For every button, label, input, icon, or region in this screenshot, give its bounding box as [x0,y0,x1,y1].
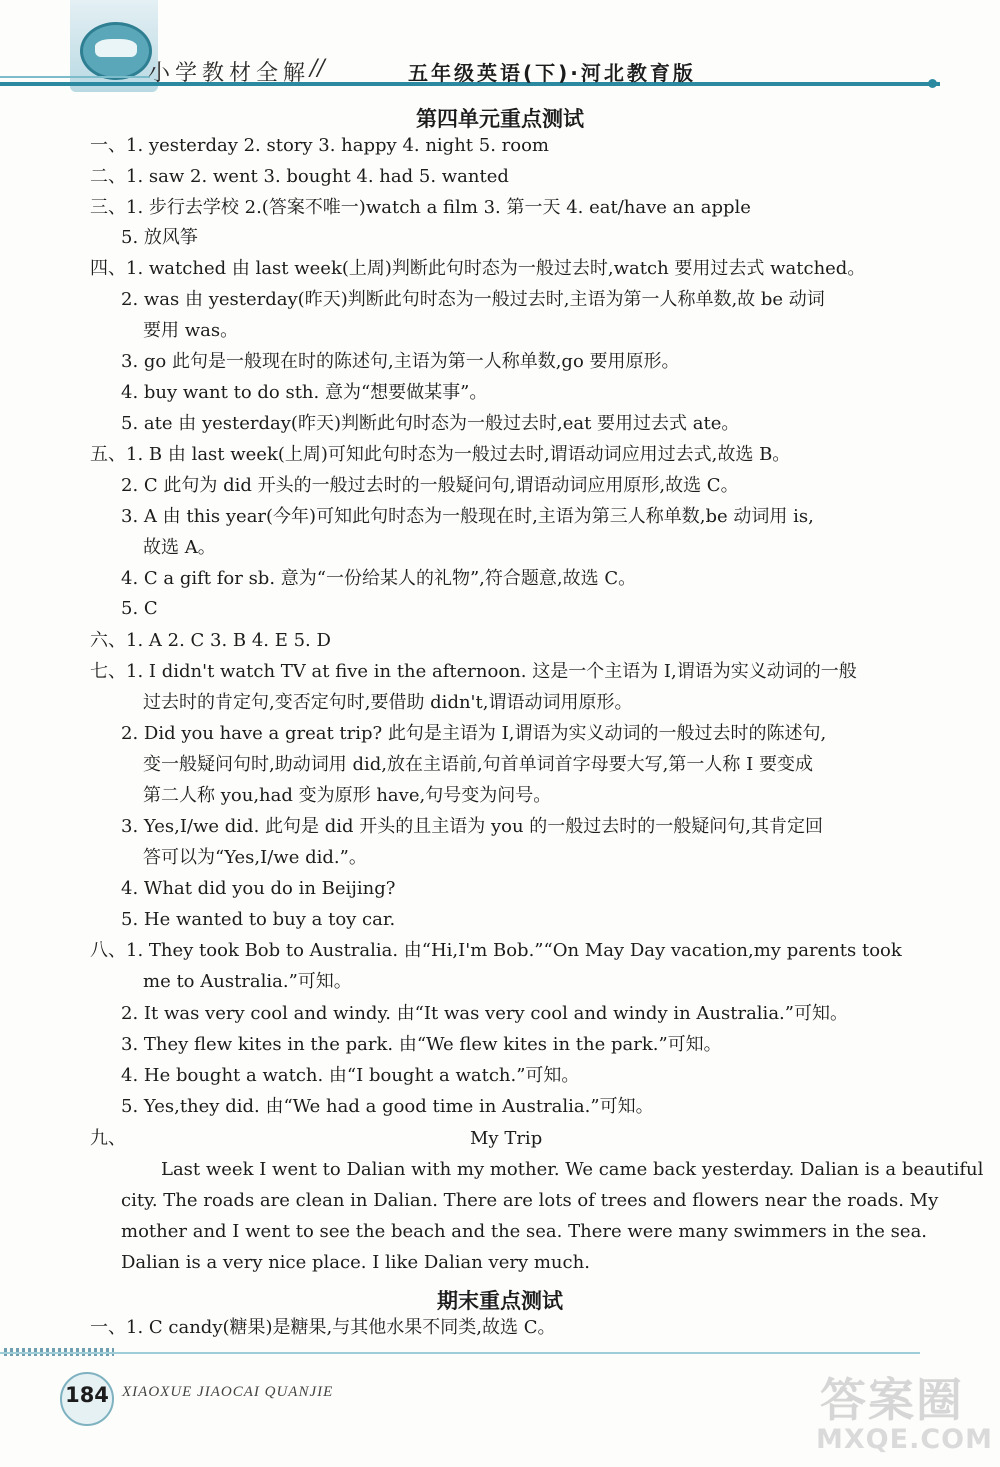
answer-line: 四、1. watched 由 last week(上周)判断此句时态为一般过去时,watch 要用过去式 watched。 [90,258,866,279]
answer-line: 3. go 此句是一般现在时的陈述句,主语为第一人称单数,go 要用原形。 [121,351,680,372]
answer-line: 2. It was very cool and windy. 由“It was very cool and windy in Australia.”可知。 [121,1003,848,1024]
answer-line: 5. 放风筝 [121,227,198,248]
answer-line: 三、1. 步行去学校 2.(答案不唯一)watch a film 3. 第一天 4. eat/have an apple [90,197,751,218]
footer-rule [0,1352,920,1354]
answer-line: 一、1. yesterday 2. story 3. happy 4. night 5. room [90,135,549,156]
watermark-logo: 答案圈 [820,1373,964,1427]
essay-line: mother and I went to see the beach and the sea. There were many swimmers in the sea. [121,1221,928,1242]
answer-line: 变一般疑问句时,助动词用 did,放在主语前,句首单词首字母要大写,第一人称 I 要变成 [143,754,813,775]
answer-line: 4. What did you do in Beijing? [121,878,396,899]
answer-line: 2. was 由 yesterday(昨天)判断此句时态为一般过去时,主语为第一人称单数,故 be 动词 [121,289,825,310]
answer-line: 第二人称 you,had 变为原形 have,句号变为问号。 [143,785,552,806]
answer-line: 二、1. saw 2. went 3. bought 4. had 5. wanted [90,166,509,187]
essay-line: city. The roads are clean in Dalian. There are lots of trees and flowers near the roads. My [121,1190,939,1211]
header-accent-line [0,76,150,78]
series-slash: // [310,56,325,81]
header-rule-dot [928,79,937,88]
answer-line: 五、1. B 由 last week(上周)可知此句时态为一般过去时,谓语动词应用过去式,故选 B。 [90,444,791,465]
answer-line: 过去时的肯定句,变否定句时,要借助 didn't,谓语动词用原形。 [143,692,633,713]
answer-line: 5. He wanted to buy a toy car. [121,909,396,930]
section-title-final: 期末重点测试 [437,1289,563,1313]
answer-line: 5. C [121,598,158,619]
answer-line: 3. Yes,I/we did. 此句是 did 开头的且主语为 you 的一般过去时的一般疑问句,其肯定回 [121,816,824,837]
essay-line: Dalian is a very nice place. I like Dalian very much. [121,1252,590,1273]
series-name: 小学教材全解 [148,61,311,86]
answer-line: 4. buy want to do sth. 意为“想要做某事”。 [121,382,488,403]
section-title-unit4: 第四单元重点测试 [416,107,584,131]
answer-line: 3. A 由 this year(今年)可知此句时态为一般现在时,主语为第三人称单数,be 动词用 is, [121,506,814,527]
page-header [0,0,1000,100]
answer-line: 故选 A。 [143,537,216,558]
answer-line: 5. Yes,they did. 由“We had a good time in Australia.”可知。 [121,1096,654,1117]
logo [70,0,158,92]
essay-line: Last week I went to Dalian with my mother. We came back yesterday. Dalian is a beautiful [161,1159,984,1180]
answer-line: 3. They flew kites in the park. 由“We flew kites in the park.”可知。 [121,1034,722,1055]
watermark-url: MXQE.COM [816,1424,993,1455]
answer-line: me to Australia.”可知。 [143,971,352,992]
essay-title: My Trip [470,1128,543,1149]
answer-line: 4. C a gift for sb. 意为“一份给某人的礼物”,符合题意,故选 C。 [121,568,637,589]
answer-line: 要用 was。 [143,320,239,341]
page-number: 184 [65,1383,109,1407]
book-emblem-icon [80,22,152,80]
series-pinyin: XIAOXUE JIAOCAI QUANJIE [122,1384,334,1400]
answer-line: 八、1. They took Bob to Australia. 由“Hi,I'm Bob.”“On May Day vacation,my parents took [90,940,902,961]
answer-line: 5. ate 由 yesterday(昨天)判断此句时态为一般过去时,eat 要用过去式 ate。 [121,413,740,434]
essay-label: 九、 [90,1128,126,1149]
answer-line: 一、1. C candy(糖果)是糖果,与其他水果不同类,故选 C。 [90,1317,556,1338]
answer-line: 答可以为“Yes,I/we did.”。 [143,847,367,868]
answer-line: 2. C 此句为 did 开头的一般过去时的一般疑问句,谓语动词应用原形,故选 C。 [121,475,739,496]
answer-line: 六、1. A 2. C 3. B 4. E 5. D [90,630,331,651]
book-title: 五年级英语(下)·河北教育版 [408,61,696,85]
answer-line: 2. Did you have a great trip? 此句是主语为 I,谓语为实义动词的一般过去时的陈述句, [121,723,827,744]
answer-line: 4. He bought a watch. 由“I bought a watch.”可知。 [121,1065,580,1086]
answer-line: 七、1. I didn't watch TV at five in the afternoon. 这是一个主语为 I,谓语为实义动词的一般 [90,661,857,682]
